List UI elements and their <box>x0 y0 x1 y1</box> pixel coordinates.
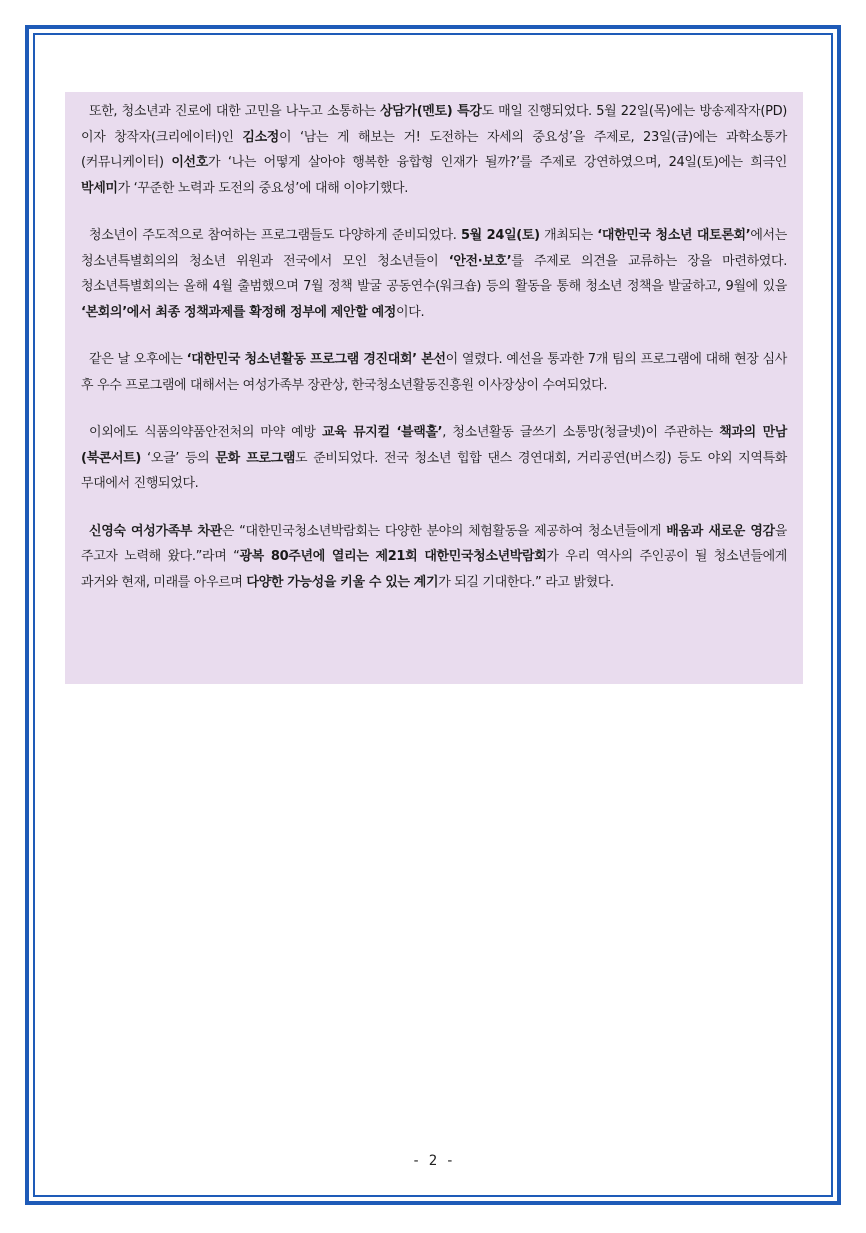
emphasized-text: 배움과 새로운 영감 <box>666 523 775 539</box>
paragraph-program-contest <box>81 347 787 398</box>
paragraph-vice-minister-quote <box>81 519 787 596</box>
emphasized-text: 다양한 가능성을 키울 수 있는 계기 <box>246 574 439 590</box>
paragraph-mentor-lectures <box>81 99 787 201</box>
emphasized-text: 이선호 <box>171 155 208 170</box>
body-text: ‘오글’ 등의 <box>141 450 216 466</box>
emphasized-text: ‘본회의’에서 최종 정책과제를 확정해 정부에 제안할 예정 <box>81 304 397 320</box>
page-number: - 2 - <box>411 1153 455 1169</box>
body-text: 이외에도 식품의약품안전처의 마약 예방 <box>89 425 322 440</box>
body-text: 은 “대한민국청소년박람회는 다양한 분야의 체험활동을 제공하여 청소년들에게 <box>221 523 667 539</box>
emphasized-text: 책과의 만남(북콘서트) <box>81 425 788 466</box>
body-text: 가 되길 기대한다.” 라고 밝혔다. <box>438 574 614 590</box>
emphasized-text: 박세미 <box>81 180 118 196</box>
emphasized-text: 교육 뮤지컬 ‘블랙홀’ <box>321 425 443 440</box>
emphasized-text: 신영숙 여성가족부 차관 <box>89 523 222 539</box>
body-text: 청소년이 주도적으로 참여하는 프로그램들도 다양하게 준비되었다. <box>89 228 461 243</box>
body-text: 도 매일 진행되었다. 5월 22일(목)에는 방송제작자(PD)이자 창작자(크리에이터)인 <box>81 104 787 145</box>
body-text: 가 ‘꾸준한 노력과 도전의 중요성’에 대해 이야기했다. <box>117 180 409 196</box>
body-text: 를 주제로 의견을 교류하는 장을 마련하였다. 청소년특별회의는 올해 4월 출범했으며 7월 정책 발굴 공동연수(워크숍) 등의 활동을 통해 청소년 정책을 발굴하고, 9월에 있을 <box>81 253 787 294</box>
emphasized-text: 5월 24일(토) <box>460 228 540 243</box>
body-text: 개최되는 <box>539 228 598 243</box>
body-text: 또한, 청소년과 진로에 대한 고민을 나누고 소통하는 <box>89 104 381 119</box>
emphasized-text: 상담가(멘토) 특강 <box>380 104 482 119</box>
body-text: , 청소년활동 글쓰기 소통망(청글넷)이 주관하는 <box>442 425 720 440</box>
body-text: 도 준비되었다. 전국 청소년 힙합 댄스 경연대회, 거리공연(버스킹) 등도 야외 지역특화 무대에서 진행되었다. <box>81 450 788 491</box>
article-body-box <box>65 92 803 684</box>
body-text: 가 우리 역사의 주인공이 될 청소년들에게 과거와 현재, 미래를 아우르며 <box>81 549 787 590</box>
emphasized-text: 김소정 <box>242 129 279 145</box>
emphasized-text: 광복 80주년에 열리는 제21회 대한민국청소년박람회 <box>239 549 547 564</box>
body-text: 이다. <box>396 304 425 320</box>
body-text: 에서는 청소년특별회의의 청소년 위원과 전국에서 모인 청소년들이 <box>81 228 787 269</box>
emphasized-text: 문화 프로그램 <box>215 450 296 466</box>
paragraph-youth-forum <box>81 223 787 325</box>
body-text: 을 주고자 노력해 왔다.”라며 “ <box>81 523 787 564</box>
paragraph-culture-programs <box>81 420 787 497</box>
emphasized-text: ‘대한민국 청소년 대토론회’ <box>597 228 751 243</box>
body-text: 가 ‘나는 어떻게 살아야 행복한 융합형 인재가 될까?’를 주제로 강연하였으며, 24일(토)에는 희극인 <box>207 155 787 170</box>
body-text: 이 열렸다. 예선을 통과한 7개 팀의 프로그램에 대해 현장 심사 후 우수 프로그램에 대해서는 여성가족부 장관상, 한국청소년활동진흥원 이사장상이 수여되었다. <box>81 352 787 393</box>
body-text: 같은 날 오후에는 <box>89 352 187 367</box>
body-text: 이 ‘남는 게 해보는 거! 도전하는 자세의 중요성’을 주제로, 23일(금)에는 과학소통가(커뮤니케이터) <box>81 129 787 170</box>
emphasized-text: ‘안전·보호’ <box>448 253 512 269</box>
emphasized-text: ‘대한민국 청소년활동 프로그램 경진대회’ 본선 <box>186 352 446 367</box>
